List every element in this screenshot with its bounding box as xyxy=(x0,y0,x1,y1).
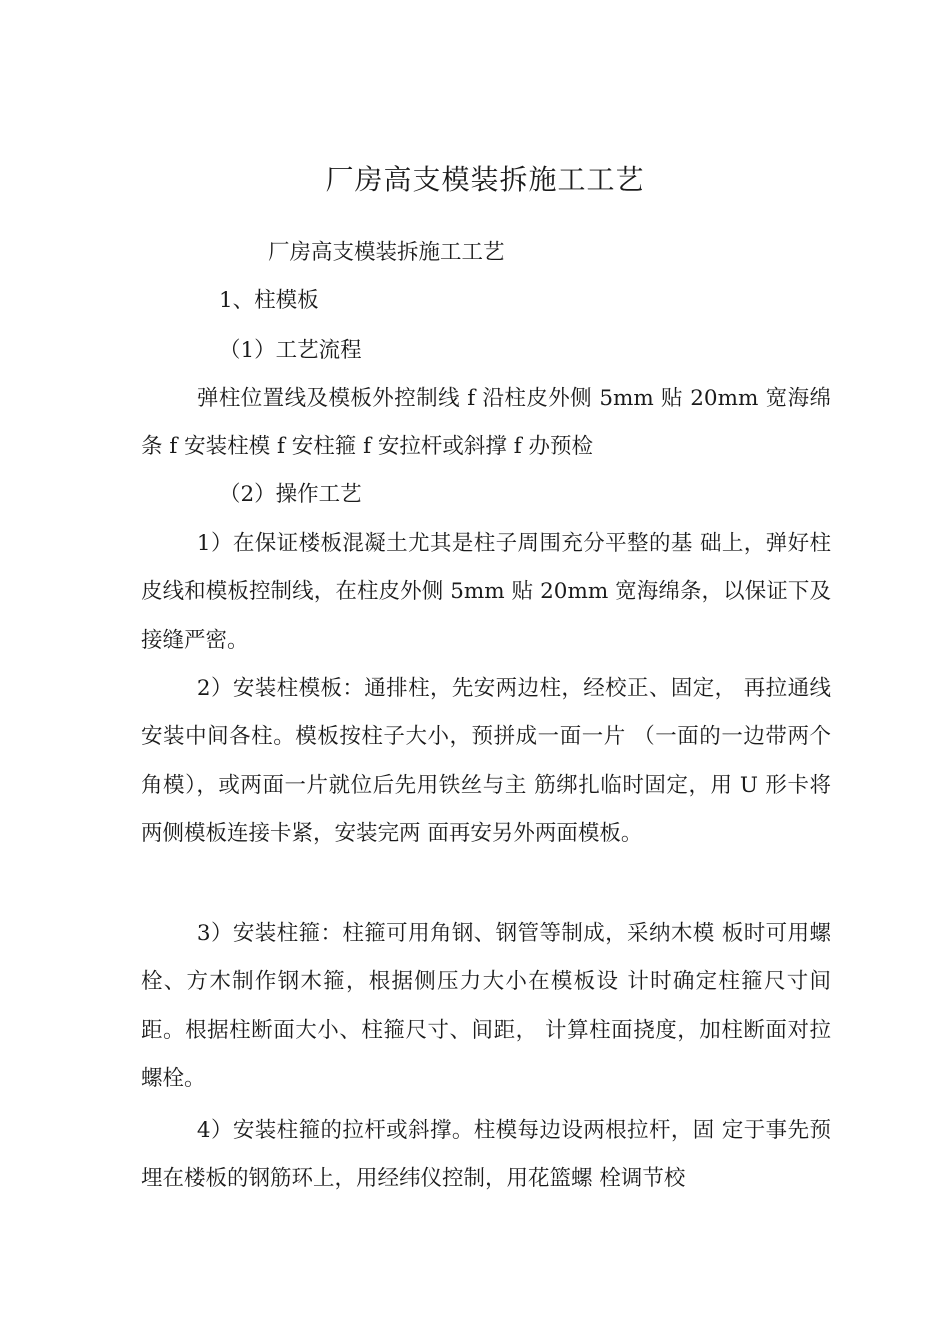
document-title: 厂房高支模装拆施工工艺 xyxy=(325,163,645,196)
section-heading-column-formwork: 1、柱模板 xyxy=(219,288,319,313)
document-subtitle: 厂房高支模装拆施工工艺 xyxy=(268,240,505,265)
subsection-heading-operation: （2）操作工艺 xyxy=(219,482,362,507)
subsection-heading-process-flow: （1）工艺流程 xyxy=(219,338,362,363)
operation-paragraph-3: 3）安装柱箍：柱箍可用角钢、钢管等制成，采纳木模 板时可用螺栓、方木制作钢木箍，根据侧压力大小在模板设 计时确定柱箍尺寸间距。根据柱断面大小、柱箍尺寸、间距， 计算柱面挠度，加柱断面对拉螺栓。 xyxy=(141,921,831,1091)
operation-paragraph-2: 2）安装柱模板：通排柱，先安两边柱，经校正、固定， 再拉通线安装中间各柱。模板按柱子大小，预拼成一面一片 （一面的一边带两个角模），或两面一片就位后先用铁丝与主 筋绑扎临时固定，用 U 形卡将两侧模板连接卡紧，安装完两 面再安另外两面模板。 xyxy=(141,676,831,846)
operation-paragraph-4: 4）安装柱箍的拉杆或斜撑。柱模每边设两根拉杆，固 定于事先预埋在楼板的钢筋环上，用经纬仪控制，用花篮螺 栓调节校 xyxy=(141,1118,831,1192)
process-flow-paragraph: 弹柱位置线及模板外控制线 f 沿柱皮外侧 5mm 贴 20mm 宽海绵条 f 安装柱模 f 安柱箍 f 安拉杆或斜撑 f 办预检 xyxy=(141,386,831,460)
operation-paragraph-1: 1）在保证楼板混凝土尤其是柱子周围充分平整的基 础上，弹好柱皮线和模板控制线，在柱皮外侧 5mm 贴 20mm 宽海绵条，以保证下及接缝严密。 xyxy=(141,531,831,653)
